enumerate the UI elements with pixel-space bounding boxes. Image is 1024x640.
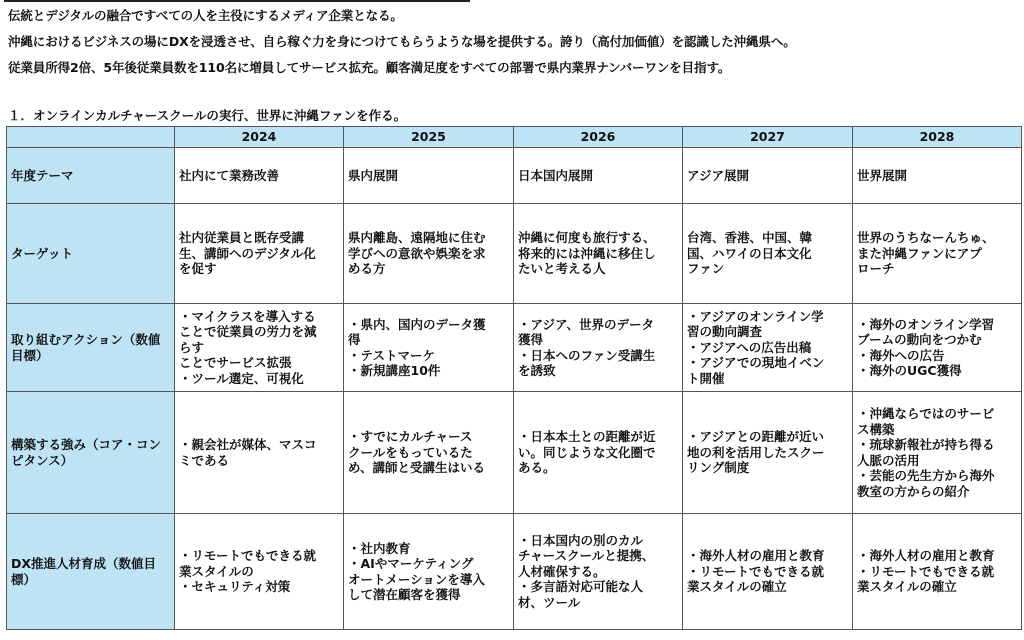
cell-target-2025: 県内離島、遠隔地に住む 学びへの意欲や娯楽を求 める方 <box>344 204 514 304</box>
section-title: １．オンラインカルチャースクールの実行、世界に沖縄ファンを作る。 <box>8 108 407 123</box>
cell-theme-2027: アジア展開 <box>683 148 853 204</box>
table-row-target <box>7 204 1022 304</box>
cell-dx-talent-2026: ・日本国内の別のカル チャースクールと提携、 人材確保する。 ・多言語対応可能な人 材、ツール <box>514 514 683 630</box>
row-label-dx-talent: DX推進人材育成（数値目標） <box>7 514 175 630</box>
table-row-actions <box>7 304 1022 392</box>
intro-line-1: 伝統とデジタルの融合ですべての人を主役にするメディア企業となる。 <box>8 8 403 23</box>
cell-actions-2028: ・海外のオンライン学習 ブームの動向をつかむ ・海外への広告 ・海外のUGC獲得 <box>853 304 1022 392</box>
cell-strengths-2024: ・親会社が媒体、マスコ ミである <box>175 392 344 514</box>
row-label-strengths: 構築する強み（コア・コンピタンス） <box>7 392 175 514</box>
roadmap-table <box>6 126 1022 630</box>
table-row-strengths <box>7 392 1022 514</box>
cell-target-2028: 世界のうちなーんちゅ、 また沖縄ファンにアプ ローチ <box>853 204 1022 304</box>
cell-theme-2028: 世界展開 <box>853 148 1022 204</box>
intro-line-3: 従業員所得2倍、5年後従業員数を110名に増員してサービス拡充。顧客満足度をすべての部署で県内業界ナンバーワンを目指す。 <box>8 60 731 75</box>
year-2028-header: 2028 <box>853 127 1022 148</box>
year-2024-header: 2024 <box>175 127 344 148</box>
year-2027-header: 2027 <box>683 127 853 148</box>
cell-dx-talent-2027: ・海外人材の雇用と教育 ・リモートでもできる就 業スタイルの確立 <box>683 514 853 630</box>
cell-dx-talent-2028: ・海外人材の雇用と教育 ・リモートでもできる就 業スタイルの確立 <box>853 514 1022 630</box>
cell-dx-talent-2024: ・リモートでもできる就 業スタイルの ・セキュリティ対策 <box>175 514 344 630</box>
table-row-theme <box>7 148 1022 204</box>
row-label-target: ターゲット <box>7 204 175 304</box>
cell-target-2026: 沖縄に何度も旅行する、 将来的には沖縄に移住し たいと考える人 <box>514 204 683 304</box>
cell-target-2024: 社内従業員と既存受講 生、講師へのデジタル化 を促す <box>175 204 344 304</box>
year-2026-header: 2026 <box>514 127 683 148</box>
cell-target-2027: 台湾、香港、中国、韓 国、ハワイの日本文化 ファン <box>683 204 853 304</box>
cell-strengths-2025: ・すでにカルチャース クールをもっているた め、講師と受講生はいる <box>344 392 514 514</box>
cell-strengths-2027: ・アジアとの距離が近い 地の利を活用したスクー リング制度 <box>683 392 853 514</box>
cell-theme-2024: 社内にて業務改善 <box>175 148 344 204</box>
cell-actions-2026: ・アジア、世界のデータ 獲得 ・日本へのファン受講生 を誘致 <box>514 304 683 392</box>
intro-line-2: 沖縄におけるビジネスの場にDXを浸透させ、自ら稼ぐ力を身につけてもらうような場を提供する。誇り（高付加価値）を認識した沖縄県へ。 <box>8 34 796 49</box>
year-2025-header: 2025 <box>344 127 514 148</box>
row-label-actions: 取り組むアクション（数値目標） <box>7 304 175 392</box>
cell-actions-2025: ・県内、国内のデータ獲 得 ・テストマーケ ・新規講座10件 <box>344 304 514 392</box>
cell-theme-2026: 日本国内展開 <box>514 148 683 204</box>
cell-actions-2024: ・マイクラスを導入する ことで従業員の労力を減 らす ことでサービス拡張 ・ツール選定、可視化 <box>175 304 344 392</box>
cell-dx-talent-2025: ・社内教育 ・AIやマーケティング オートメーションを導入 して潜在顧客を獲得 <box>344 514 514 630</box>
table-row-dx-talent <box>7 514 1022 630</box>
top-rule <box>4 0 470 2</box>
cell-theme-2025: 県内展開 <box>344 148 514 204</box>
row-label-theme: 年度テーマ <box>7 148 175 204</box>
cell-strengths-2026: ・日本本土との距離が近 い。同じような文化圏で ある。 <box>514 392 683 514</box>
year-header-row <box>7 127 1022 148</box>
cell-actions-2027: ・アジアのオンライン学 習の動向調査 ・アジアへの広告出稿 ・アジアでの現地イベン ト開催 <box>683 304 853 392</box>
header-corner-cell <box>7 127 175 148</box>
cell-strengths-2028: ・沖縄ならではのサービ ス構築 ・琉球新報社が持ち得る 人脈の活用 ・芸能の先生方から海外 教室の方からの紹介 <box>853 392 1022 514</box>
